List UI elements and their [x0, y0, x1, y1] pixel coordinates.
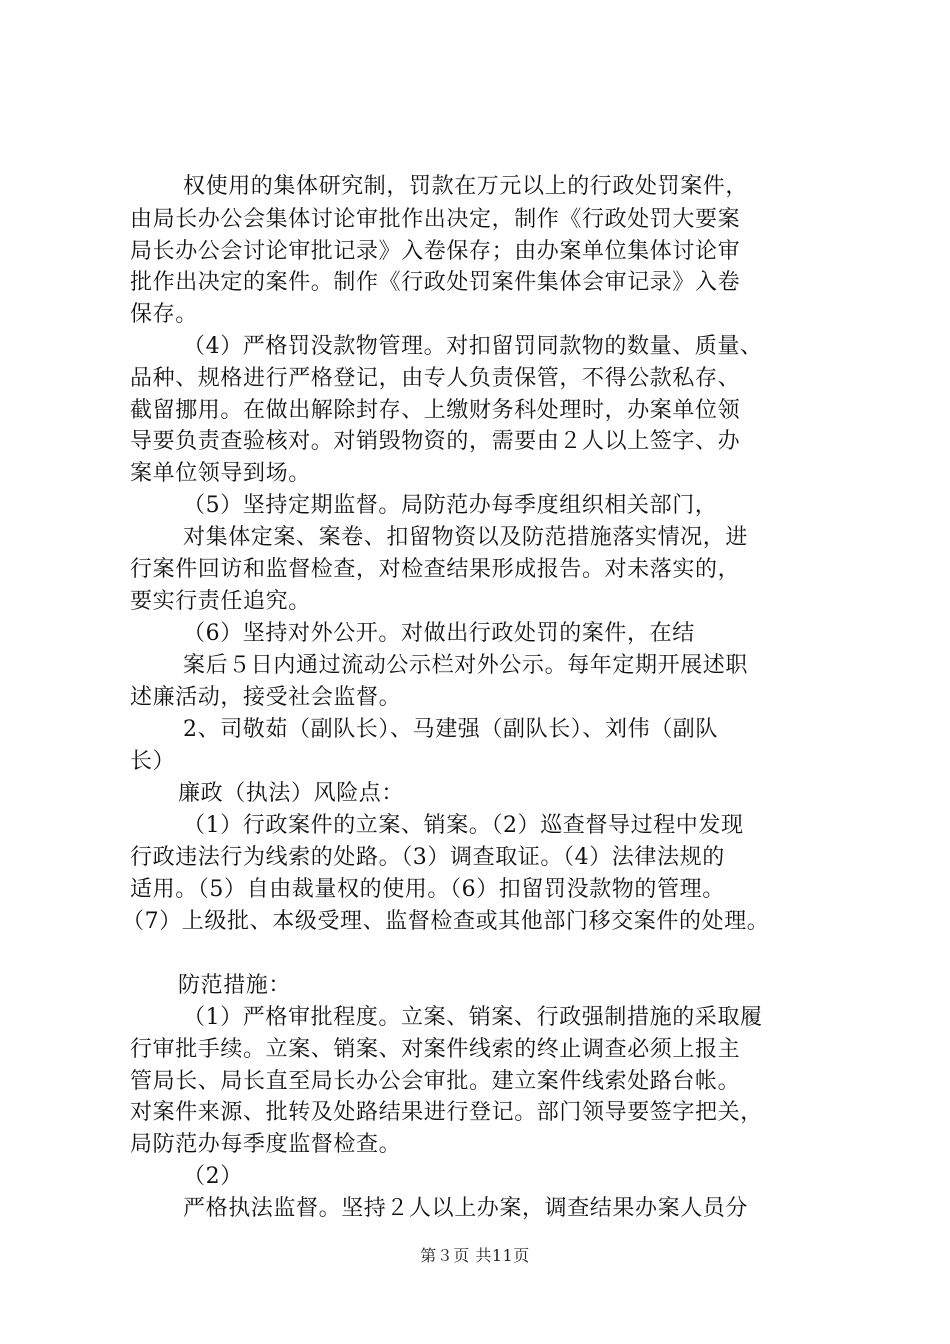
text-line: 要实行责任追究。 [130, 589, 311, 614]
section-heading: 2、司敬茹（副队长）、马建强（副队长）、刘伟（副队 [183, 717, 718, 742]
text-line: 行政违法行为线索的处路。（3）调查取证。（4）法律法规的 [130, 845, 725, 870]
text-line: 保存。 [130, 302, 198, 327]
text-line: （1）严格审批程度。立案、销案、行政强制措施的采取履 [183, 1005, 763, 1030]
text-line: 管局长、局长直至局长办公会审批。建立案件线索处路台帐。 [130, 1069, 741, 1094]
text-line: （7）上级批、本级受理、监督检查或其他部门移交案件的处理。 [122, 909, 770, 934]
text-line: 长） [130, 749, 176, 774]
text-line: （4）严格罚没款物管理。对扣留罚同款物的数量、质量、 [183, 334, 763, 359]
text-line: 权使用的集体研究制，罚款在万元以上的行政处罚案件， [183, 174, 749, 199]
text-line: 对集体定案、案卷、扣留物资以及防范措施落实情况，进 [183, 525, 749, 550]
text-line: （2） [183, 1164, 243, 1189]
text-line: 案后５日内通过流动公示栏对外公示。每年定期开展述职 [183, 653, 749, 678]
text-line: 适用。（5）自由裁量权的使用。（6）扣留罚没款物的管理。 [130, 877, 725, 902]
text-line: 截留挪用。在做出解除封存、上缴财务科处理时，办案单位领 [130, 398, 741, 423]
text-line: 行审批手续。立案、销案、对案件线索的终止调查必须上报主 [130, 1037, 741, 1062]
text-line: 严格执法监督。坚持２人以上办案，调查结果办案人员分 [183, 1196, 749, 1221]
text-line: 由局长办公会集体讨论审批作出决定，制作《行政处罚大要案 [130, 207, 741, 232]
text-line: 导要负责查验核对。对销毁物资的，需要由２人以上签字、办 [130, 429, 741, 454]
text-line: 述廉活动，接受社会监督。 [130, 685, 402, 710]
text-line: 行案件回访和监督检查，对检查结果形成报告。对未落实的， [130, 557, 741, 582]
text-line: （1）行政案件的立案、销案。（2）巡查督导过程中发现 [183, 813, 744, 838]
text-line: 品种、规格进行严格登记，由专人负责保管，不得公款私存、 [130, 366, 741, 391]
subsection-heading: 廉政（执法）风险点： [178, 781, 405, 806]
text-line: 局长办公会讨论审批记录》入卷保存；由办案单位集体讨论审 [130, 239, 741, 264]
text-line: 批作出决定的案件。制作《行政处罚案件集体会审记录》入卷 [130, 270, 741, 295]
subsection-heading: 防范措施： [178, 973, 292, 998]
text-line: （5）坚持定期监督。局防范办每季度组织相关部门， [183, 493, 718, 518]
text-line: （6）坚持对外公开。对做出行政处罚的案件，在结 [183, 621, 695, 646]
page-number-footer: 第３页 共11页 [420, 1246, 530, 1265]
text-line: 案单位领导到场。 [130, 461, 311, 486]
text-line: 对案件来源、批转及处路结果进行登记。部门领导要签字把关， [130, 1100, 763, 1125]
text-line: 局防范办每季度监督检查。 [130, 1132, 402, 1157]
